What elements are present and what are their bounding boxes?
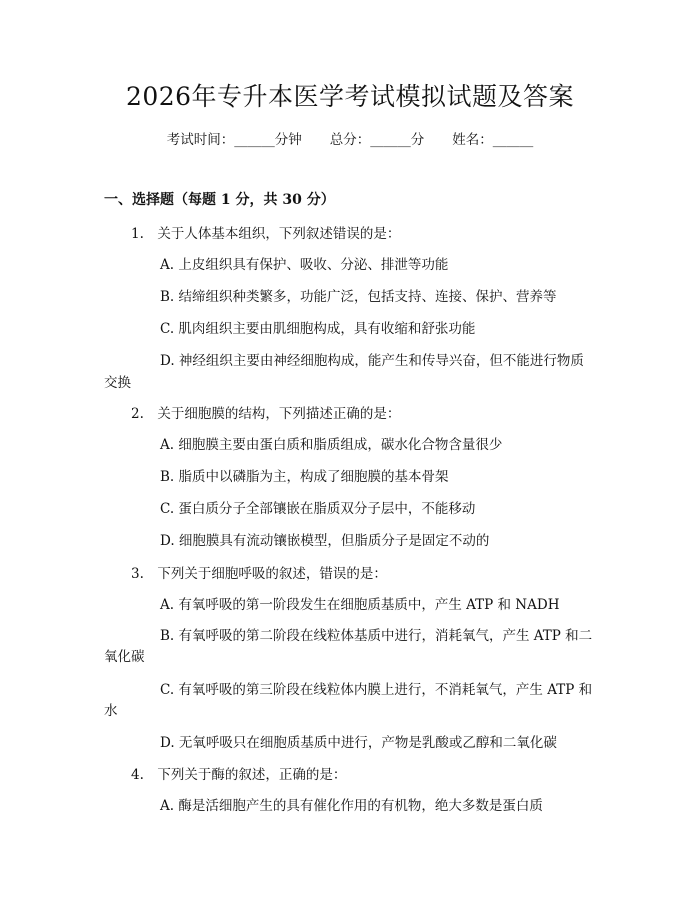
question-2: 2. 关于细胞膜的结构，下列描述正确的是： — [131, 406, 401, 422]
question-1-option-d-continued: 交换 — [104, 375, 131, 391]
question-4-option-a: A. 酶是活细胞产生的具有催化作用的有机物，绝大多数是蛋白质 — [160, 798, 543, 814]
question-3-option-b: B. 有氧呼吸的第二阶段在线粒体基质中进行，消耗氧气，产生 ATP 和二 — [160, 628, 593, 644]
question-2-option-d: D. 细胞膜具有流动镶嵌模型，但脂质分子是固定不动的 — [160, 533, 490, 549]
exam-time-field: 考试时间：______分钟 — [166, 132, 302, 148]
question-1: 1. 关于人体基本组织，下列叙述错误的是： — [131, 226, 401, 242]
question-4: 4. 下列关于酶的叙述，正确的是： — [131, 767, 347, 783]
total-score-field: 总分：______分 — [329, 132, 425, 148]
question-3-option-c-continued: 水 — [104, 703, 118, 719]
question-1-option-b: B. 结缔组织种类繁多，功能广泛，包括支持、连接、保护、营养等 — [160, 289, 557, 305]
name-field: 姓名：______ — [452, 132, 534, 148]
question-1-option-d: D. 神经组织主要由神经细胞构成，能产生和传导兴奋，但不能进行物质 — [160, 353, 584, 369]
section-title: 一、选择题（每题 1 分，共 30 分） — [104, 192, 335, 208]
question-2-option-c: C. 蛋白质分子全部镶嵌在脂质双分子层中，不能移动 — [160, 501, 476, 517]
question-2-option-b: B. 脂质中以磷脂为主，构成了细胞膜的基本骨架 — [160, 469, 449, 485]
page-title: 2026年专升本医学考试模拟试题及答案 — [125, 82, 575, 111]
question-3-option-d: D. 无氧呼吸只在细胞质基质中进行，产物是乳酸或乙醇和二氧化碳 — [160, 735, 557, 751]
exam-info — [0, 130, 700, 150]
question-1-option-a: A. 上皮组织具有保护、吸收、分泌、排泄等功能 — [160, 257, 449, 273]
question-3-option-b-continued: 氧化碳 — [104, 649, 145, 665]
question-1-option-c: C. 肌肉组织主要由肌细胞构成，具有收缩和舒张功能 — [160, 321, 476, 337]
question-3: 3. 下列关于细胞呼吸的叙述，错误的是： — [131, 566, 387, 582]
question-3-option-a: A. 有氧呼吸的第一阶段发生在细胞质基质中，产生 ATP 和 NADH — [160, 597, 560, 613]
question-3-option-c: C. 有氧呼吸的第三阶段在线粒体内膜上进行，不消耗氧气，产生 ATP 和 — [160, 682, 593, 698]
question-2-option-a: A. 细胞膜主要由蛋白质和脂质组成，碳水化合物含量很少 — [160, 437, 503, 453]
